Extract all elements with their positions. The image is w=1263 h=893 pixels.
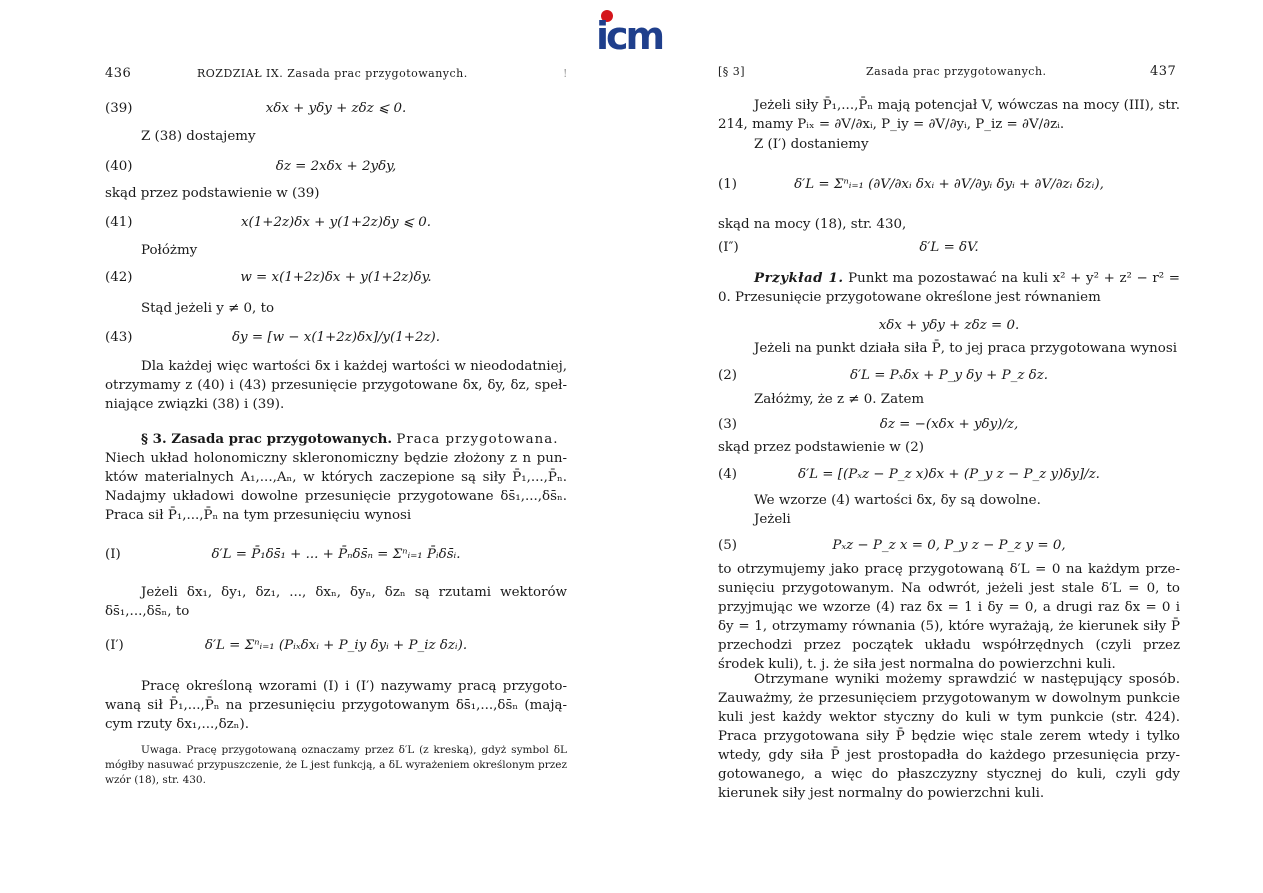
equation-number: (39) — [105, 101, 133, 116]
equation-number: (41) — [105, 215, 133, 230]
equation-body: δ′L = P̄₁δs̄₁ + ... + P̄ₙδs̄ₙ = Σⁿᵢ₌₁ P̄ᵢδs̄ᵢ. — [211, 547, 461, 562]
equation-number: (I″) — [718, 240, 739, 255]
equation-number: (40) — [105, 159, 133, 174]
paragraph: Jeżeli siły P̄₁,...,P̄ₙ mają potencjał V, wówczas na mocy (III), str. 214, mamy Pᵢₓ = ∂V/∂xᵢ, P_iy = ∂V/∂yᵢ, P_iz = ∂V/∂zᵢ. — [718, 98, 1180, 132]
example-text: Punkt ma pozostawać na kuli x² + y² + z² − r² = 0. Przesunięcie przygotowane określone jest równaniem — [718, 271, 1181, 305]
paragraph: Niech układ holonomiczny skleronomiczny będzie złożony z n punktów materialnych A₁,...,Aₙ, w których zaczepione są siły P̄₁,...,P̄ₙ. Nadajmy układowi dowolne przesunięcie przygotowane δs̄₁,...,δs̄ₙ. Praca sił P̄₁,...,P̄ₙ na tym przesunięciu wynosi — [105, 451, 567, 523]
equation-number: (1) — [718, 177, 737, 192]
section-reference: [§ 3] — [718, 65, 746, 78]
equation-body: δz = 2xδx + 2yδy, — [275, 159, 397, 174]
paragraph: Dla każdej więc wartości δx i każdej wartości w nieododatniej, otrzymamy z (40) i (43) przesunięcie przygotowane δx, δy, δz, spełniające związki (38) i (39). — [105, 359, 567, 412]
footnote: Uwaga. Pracę przygotowaną oznaczamy przez δ′L (z kreską), gdyż symbol δL mógłby nasuwać przypuszczenie, że L jest funkcją, a δL wyrażeniem określonym przez wzór (18), str. 430. — [105, 744, 567, 786]
text-line: We wzorze (4) wartości δx, δy są dowolne. — [754, 493, 1041, 508]
equation-body: xδx + yδy + zδz = 0. — [878, 318, 1020, 333]
text-line: Załóżmy, że z ≠ 0. Zatem — [754, 392, 925, 407]
equation-body: δ′L = [(Pₓz − P_z x)δx + (P_y z − P_z y)δy]/z. — [798, 467, 1100, 482]
text-line: Jeżeli — [754, 512, 791, 527]
equation-body: xδx + yδy + zδz ⩽ 0. — [265, 101, 407, 116]
equation-body: δ′L = Pₓδx + P_y δy + P_z δz. — [849, 368, 1049, 383]
equation-body: x(1+2z)δx + y(1+2z)δy ⩽ 0. — [240, 215, 432, 230]
equation-body: δ′L = δV. — [919, 240, 979, 255]
paragraph: Pracę określoną wzorami (I) i (I′) nazywamy pracą przygotowaną sił P̄₁,...,P̄ₙ na przesunięciu przygotowanym δs̄₁,...,δs̄ₙ (mającym rzuty δx₁,...,δzₙ). — [105, 679, 567, 732]
text-line: Z (38) dostajemy — [141, 129, 256, 144]
right-running-head: Zasada prac przygotowanych. — [866, 65, 1047, 78]
equation-number: (I) — [105, 547, 121, 562]
text-line: Połóżmy — [141, 243, 198, 258]
equation-number: (5) — [718, 538, 737, 553]
paragraph: to otrzymujemy jako pracę przygotowaną δ′L = 0 na każdym przesunięciu przygotowanym. Na odwrót, jeżeli jest stale δ′L = 0, to przyjmując we wzorze (4) raz δx = 1 i δy = 0, a drugi raz δx = 0 i δy = 1, otrzymamy równania (5), które wyrażają, że kierunek siły P̄ przechodzi przez początek układu współrzędnych (czyli przez środek kuli), t. j. że siła jest normalna do powierzchni kuli. — [718, 562, 1180, 672]
left-running-head: ROZDZIAŁ IX. Zasada prac przygotowanych. — [197, 67, 468, 80]
text-line: skąd przez podstawienie w (2) — [718, 440, 924, 455]
icm-logo — [596, 10, 676, 56]
equation-body: δz = −(xδx + yδy)/z, — [879, 417, 1019, 432]
equation-body: Pₓz − P_z x = 0, P_y z − P_z y = 0, — [832, 538, 1066, 553]
section-heading-row — [141, 430, 558, 449]
paragraph: Otrzymane wyniki możemy sprawdzić w następujący sposób. Zauważmy, że przesunięciem przygotowanym w dowolnym punkcie kuli jest każdy wektor styczny do kuli w tym punkcie (str. 424). Praca przygotowana siły P̄ będzie więc stale zerem wtedy i tylko wtedy, gdy siła P̄ jest prostopadła do każdego przesunięcia przygotowanego, a więc do płaszczyzny stycznej do kuli, czyli gdy kierunek siły jest normalny do powierzchni kuli. — [718, 672, 1180, 801]
text-line: Z (I′) dostaniemy — [754, 137, 869, 152]
equation-body: δy = [w − x(1+2z)δx]/y(1+2z). — [231, 330, 441, 345]
equation-number: (4) — [718, 467, 737, 482]
section-subheading: Praca przygotowana. — [396, 432, 559, 447]
paragraph: Jeżeli δx₁, δy₁, δz₁, ..., δxₙ, δyₙ, δzₙ są rzutami wektorów δs̄₁,...,δs̄ₙ, to — [105, 585, 567, 619]
example-label: Przykład 1. — [754, 270, 844, 286]
text-line: Stąd jeżeli y ≠ 0, to — [141, 301, 275, 316]
text-line: skąd przez podstawienie w (39) — [105, 186, 320, 201]
example-paragraph — [718, 269, 1180, 307]
equation-number: (I′) — [105, 638, 124, 653]
left-page-number: 436 — [105, 66, 132, 81]
section-heading: § 3. Zasada prac przygotowanych. — [141, 431, 393, 447]
text-line: Jeżeli na punkt działa siła P̄, to jej praca przygotowana wynosi — [754, 341, 1177, 356]
right-page-number: 437 — [1150, 64, 1177, 79]
logo-text: icm — [596, 14, 663, 58]
margin-mark: ! — [563, 67, 568, 80]
equation-body: δ′L = Σⁿᵢ₌₁ (∂V/∂xᵢ δxᵢ + ∂V/∂yᵢ δyᵢ + ∂V/∂zᵢ δzᵢ), — [794, 177, 1104, 192]
equation-number: (2) — [718, 368, 737, 383]
equation-number: (3) — [718, 417, 737, 432]
equation-number: (43) — [105, 330, 133, 345]
text-line: skąd na mocy (18), str. 430, — [718, 217, 907, 232]
equation-body: δ′L = Σⁿᵢ₌₁ (Pᵢₓδxᵢ + P_iy δyᵢ + P_iz δzᵢ). — [204, 638, 468, 653]
equation-body: w = x(1+2z)δx + y(1+2z)δy. — [240, 270, 432, 285]
equation-number: (42) — [105, 270, 133, 285]
